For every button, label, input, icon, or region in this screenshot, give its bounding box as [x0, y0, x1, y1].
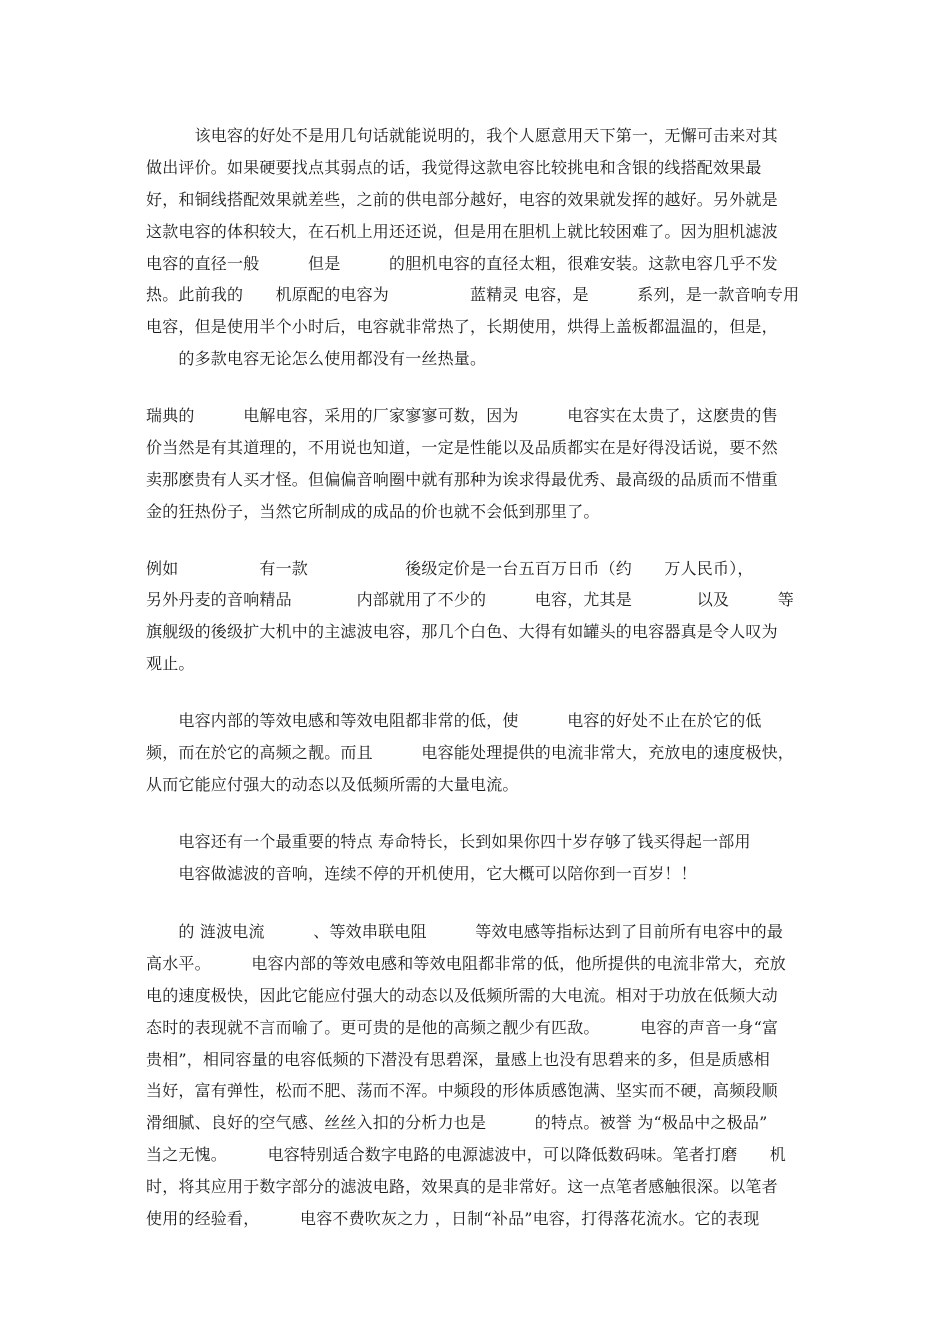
text-line: 旗舰级的後级扩大机中的主滤波电容，那几个白色、大得有如罐头的电容器真是令人叹为 [146, 622, 778, 641]
text-line: 时，将其应用于数字部分的滤波电路，效果真的是非常好。这一点笔者感触很深。以笔者 [146, 1177, 778, 1196]
text-line: 该电容的好处不是用几句话就能说明的，我个人愿意用天下第一，无懈可击来对其 [146, 126, 778, 145]
text-line: 电容做滤波的音响，连续不停的开机使用，它大概可以陪你到一百岁！！ [146, 864, 697, 883]
text-line: 电容还有一个最重要的特点 寿命特长，长到如果你四十岁存够了钱买得起一部用 [146, 832, 751, 851]
text-line: 的 涟波电流 、等效串联电阻 等效电感等指标达到了目前所有电容中的最 [146, 922, 784, 941]
text-line: 好，和铜线搭配效果就差些，之前的供电部分越好，电容的效果就发挥的越好。另外就是 [146, 190, 778, 209]
text-line: 瑞典的 电解电容，采用的厂家寥寥可数，因为 电容实在太贵了，这麽贵的售 [146, 406, 778, 425]
text-line: 这款电容的体积较大，在石机上用还还说，但是用在胆机上就比较困难了。因为胆机滤波 [146, 222, 778, 241]
text-line: 当之无愧。 电容特别适合数字电路的电源滤波中，可以降低数码味。笔者打磨 机 [146, 1145, 787, 1164]
text-line: 热。此前我的 机原配的电容为 蓝精灵 电容，是 系列，是一款音响专用 [146, 285, 800, 304]
text-line: 贵相”，相同容量的电容低频的下潜没有思碧深，量感上也没有思碧来的多，但是质感相 [146, 1050, 770, 1069]
text-line: 金的狂热份子，当然它所制成的成品的价也就不会低到那里了。 [146, 502, 600, 521]
text-line: 使用的经验看， 电容不费吹灰之力 ，日制“补品”电容，打得落花流水。它的表现 [146, 1209, 760, 1228]
text-line: 电容内部的等效电感和等效电阻都非常的低，使 电容的好处不止在於它的低 [146, 711, 762, 730]
text-line: 观止。 [146, 654, 195, 673]
text-line: 例如 有一款 後级定价是一台五百万日币（约 万人民币）， [146, 559, 754, 578]
text-line: 频，而在於它的高频之靓。而且 电容能处理提供的电流非常大，充放电的速度极快， [146, 743, 795, 762]
text-line: 的多款电容无论怎么使用都没有一丝热量。 [146, 349, 487, 368]
text-line: 电容，但是使用半个小时后，电容就非常热了，长期使用，烘得上盖板都温温的，但是， [146, 317, 778, 336]
text-line: 另外丹麦的音响精品 内部就用了不少的 电容，尤其是 以及 等 [146, 590, 795, 609]
text-line: 电的速度极快，因此它能应付强大的动态以及低频所需的大电流。相对于功放在低频大动 [146, 986, 778, 1005]
text-line: 价当然是有其道理的，不用说也知道，一定是性能以及品质都实在是好得没话说，要不然 [146, 438, 778, 457]
text-line: 卖那麽贵有人买才怪。但偏偏音响圈中就有那种为诶求得最优秀、最高级的品质而不惜重 [146, 470, 778, 489]
text-line: 当好，富有弹性，松而不肥、荡而不浑。中频段的形体质感饱满、坚实而不硬，高频段顺 [146, 1081, 778, 1100]
text-line: 高水平。 电容内部的等效电感和等效电阻都非常的低，他所提供的电流非常大，充放 [146, 954, 787, 973]
text-line: 电容的直径一般 但是 的胆机电容的直径太粗，很难安装。这款电容几乎不发 [146, 254, 778, 273]
text-line: 态时的表现就不言而喻了。更可贵的是他的高频之靓少有匹敌。 电容的声音一身“富 [146, 1018, 779, 1037]
text-line: 滑细腻、良好的空气感、丝丝入扣的分析力也是 的特点。被誉 为“极品中之极品” [146, 1113, 768, 1132]
text-line: 做出评价。如果硬要找点其弱点的话，我觉得这款电容比较挑电和含银的线搭配效果最 [146, 158, 762, 177]
text-line: 从而它能应付强大的动态以及低频所需的大量电流。 [146, 775, 519, 794]
